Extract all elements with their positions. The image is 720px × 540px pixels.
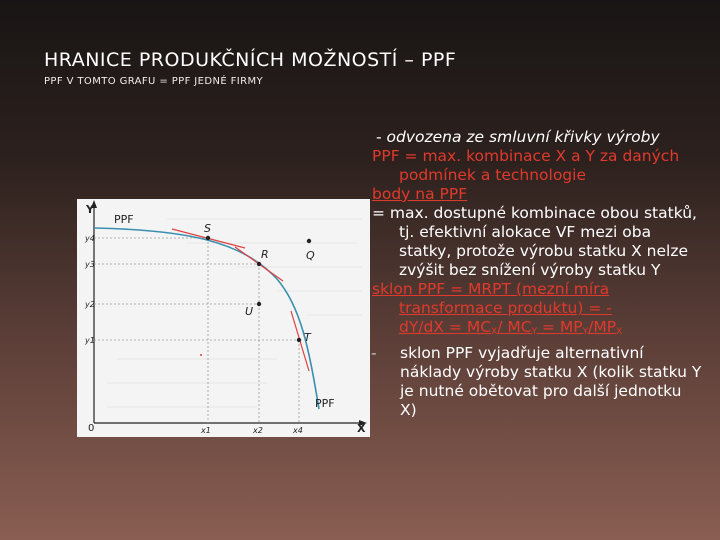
note-opportunity-cost-text: sklon PPF vyjadřuje alternativní náklady výroby statku X (kolik statku Y je nutné obětovat pro další jednotku X) [400,344,702,419]
background-texture [107,219,362,407]
ppf-label-top: PPF [114,213,134,226]
x-tick-x2: x2 [253,426,263,435]
point-s-marker [206,236,210,240]
tangent-lines [172,229,309,371]
point-r-label: R [261,248,269,261]
note-ppf-definition: PPF = max. kombinace X a Y za daných podmínek a technologie [372,147,680,184]
y-tick-y3: y3 [85,260,95,269]
note-slope-line2: $dY/dX = MC_X/$ $MC_Y = MP_Y/MP_X$ [399,318,623,337]
point-q-label: Q [306,249,315,262]
note-slope-mrpt [372,280,702,342]
point-s-label: S [204,222,211,235]
slide-subtitle: PPF V TOMTO GRAFU = PPF JEDNÉ FIRMY [44,76,264,87]
note-efficient-allocation: = max. dostupné kombinace obou statků, tj. efektivní alokace VF mezi oba statky, protože výrobu statku X nelze zvýšit bez snížení výroby statku Y [372,204,697,279]
point-u-marker [257,302,261,306]
guide-lines [94,238,299,423]
ppf-curve [94,228,319,409]
note-derived: - odvozena ze smluvní křivky výroby [376,128,660,146]
ppf-figure [77,199,370,437]
point-r-marker [257,262,261,266]
x-axis-label: X [357,422,366,435]
origin-label: 0 [88,423,95,434]
point-u-label: U [245,305,254,318]
slide-title: HRANICE PRODUKČNÍCH MOŽNOSTÍ – PPF [44,49,457,71]
x-tick-x4: x4 [293,426,303,435]
ppf-label-bottom: PPF [315,397,335,410]
x-tick-x1: x1 [201,426,211,435]
note-slope-line1: sklon PPF = MRPT (mezní míra transformace produktu) = - [372,280,612,317]
y-tick-y1: y1 [85,336,95,345]
point-t-marker [297,338,301,342]
y-axis-label: Y [86,203,94,216]
y-tick-y4: y4 [85,234,95,243]
point-q-marker [307,239,311,243]
point-t-label: T [304,331,311,344]
note-opportunity-cost [372,344,702,420]
note-points-on-ppf: body na PPF [372,185,468,203]
notes-panel [372,128,702,420]
stray-dot [200,354,202,356]
note-dash: - [371,344,377,362]
y-tick-y2: y2 [85,300,95,309]
ppf-diagram [77,199,370,437]
